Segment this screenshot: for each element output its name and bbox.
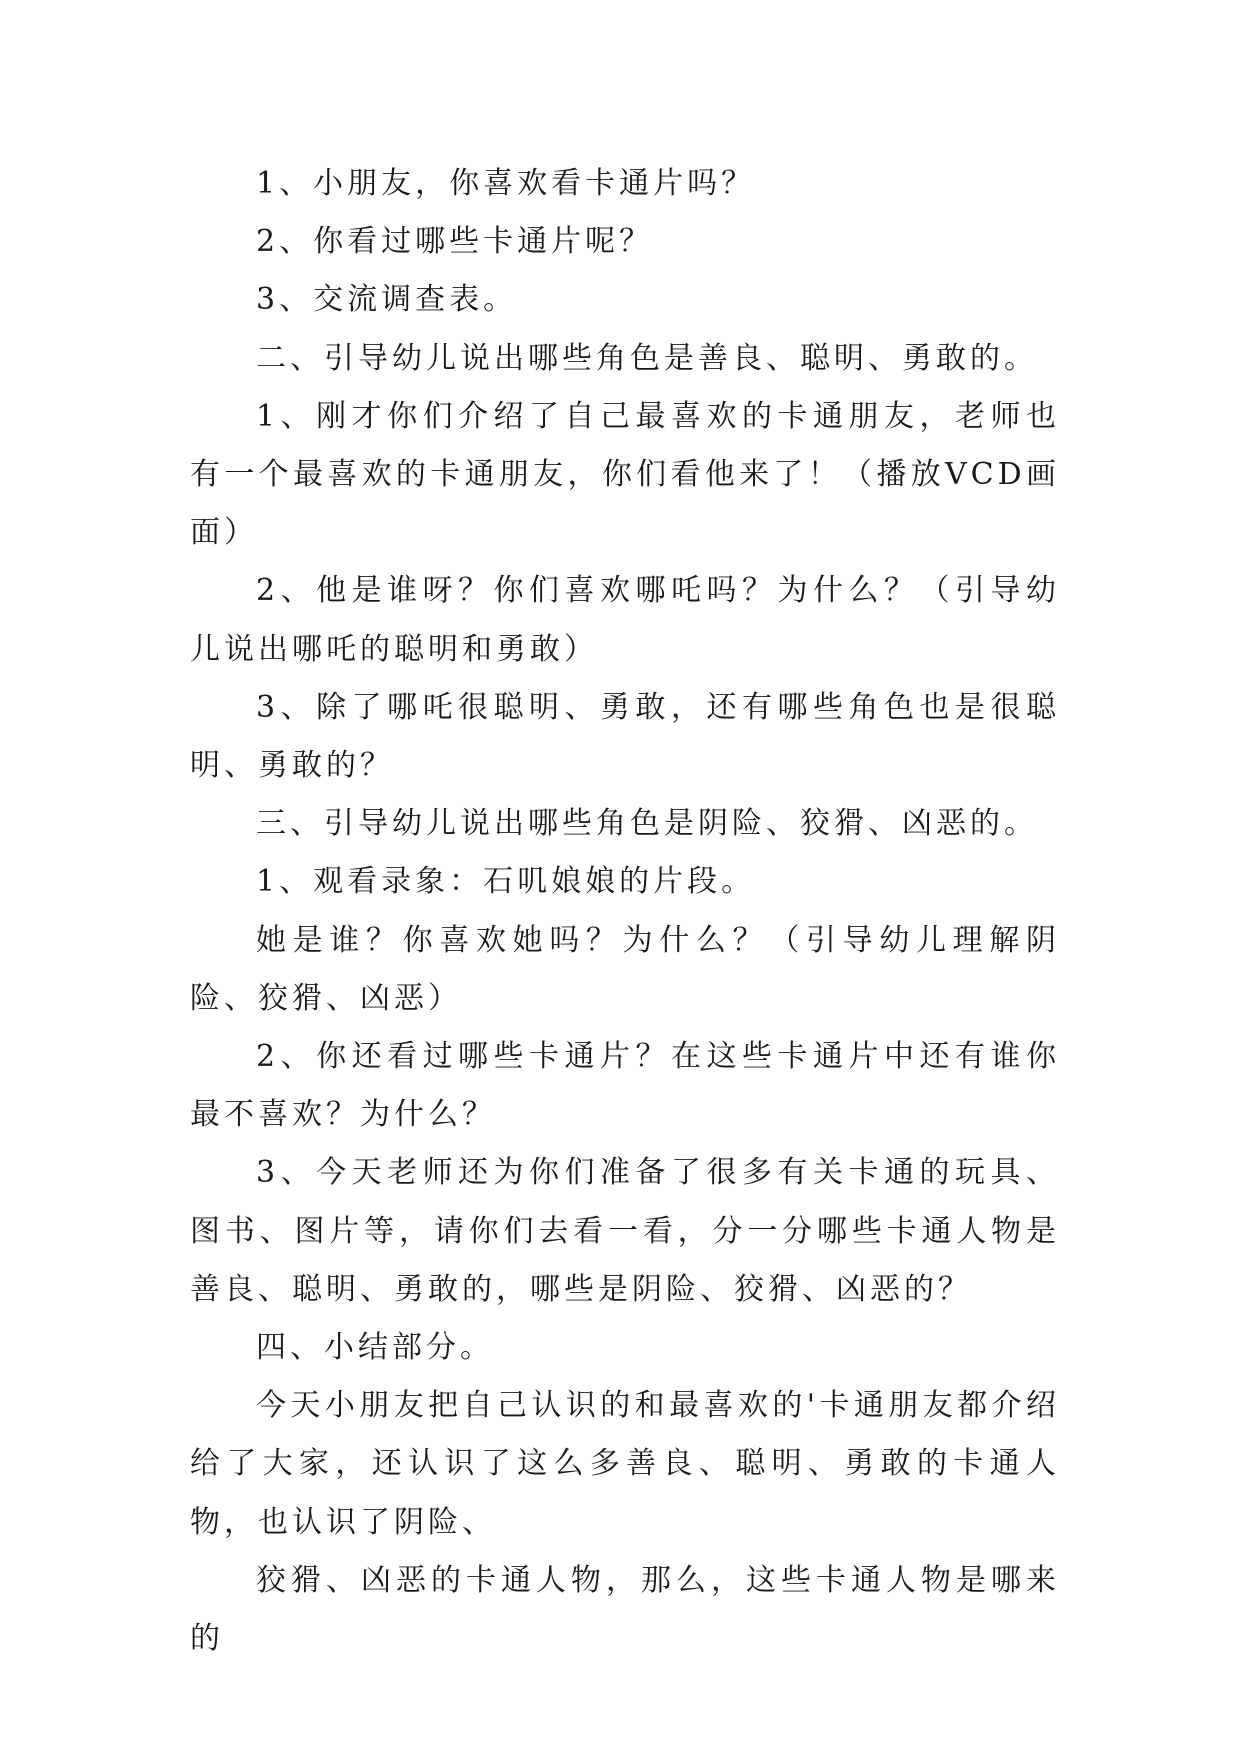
section-heading-2: 二、引导幼儿说出哪些角色是善良、聪明、勇敢的。 [256, 340, 1038, 376]
paragraph-2: 2、你看过哪些卡通片呢？ [256, 224, 654, 260]
paragraph-5: 2、他是谁呀？你们喜欢哪吒吗？为什么？（引导幼儿说出哪吒的聪明和勇敢） [190, 573, 1060, 667]
paragraph-11: 今天小朋友把自己认识的和最喜欢的'卡通朋友都介绍给了大家，还认识了这么多善良、聪明、勇敢的卡通人物，也认识了阴险、 [190, 1388, 1060, 1540]
paragraph-3: 3、交流调查表。 [256, 282, 518, 318]
paragraph-12: 狡猾、凶恶的卡通人物，那么，这些卡通人物是哪来的 [190, 1562, 1060, 1657]
document-body [190, 155, 1060, 1668]
paragraph-8: 她是谁？你喜欢她吗？为什么？（引导幼儿理解阴险、狡猾、凶恶） [190, 922, 1060, 1016]
paragraph-1: 1、小朋友，你喜欢看卡通片吗？ [256, 166, 756, 201]
paragraph-4: 1、刚才你们介绍了自己最喜欢的卡通朋友，老师也有一个最喜欢的卡通朋友，你们看他来了！（播放VCD画面） [190, 398, 1060, 551]
paragraph-7: 1、观看录象：石叽娘娘的片段。 [256, 864, 756, 900]
paragraph-9: 2、你还看过哪些卡通片？在这些卡通片中还有谁你最不喜欢？为什么？ [190, 1039, 1060, 1133]
paragraph-10: 3、今天老师还为你们准备了很多有关卡通的玩具、图书、图片等，请你们去看一看，分一分哪些卡通人物是善良、聪明、勇敢的，哪些是阴险、狡猾、凶恶的？ [190, 1155, 1060, 1307]
section-heading-3: 三、引导幼儿说出哪些角色是阴险、狡猾、凶恶的。 [256, 806, 1038, 842]
section-heading-4: 四、小结部分。 [256, 1330, 494, 1366]
paragraph-6: 3、除了哪吒很聪明、勇敢，还有哪些角色也是很聪明、勇敢的？ [190, 689, 1060, 784]
